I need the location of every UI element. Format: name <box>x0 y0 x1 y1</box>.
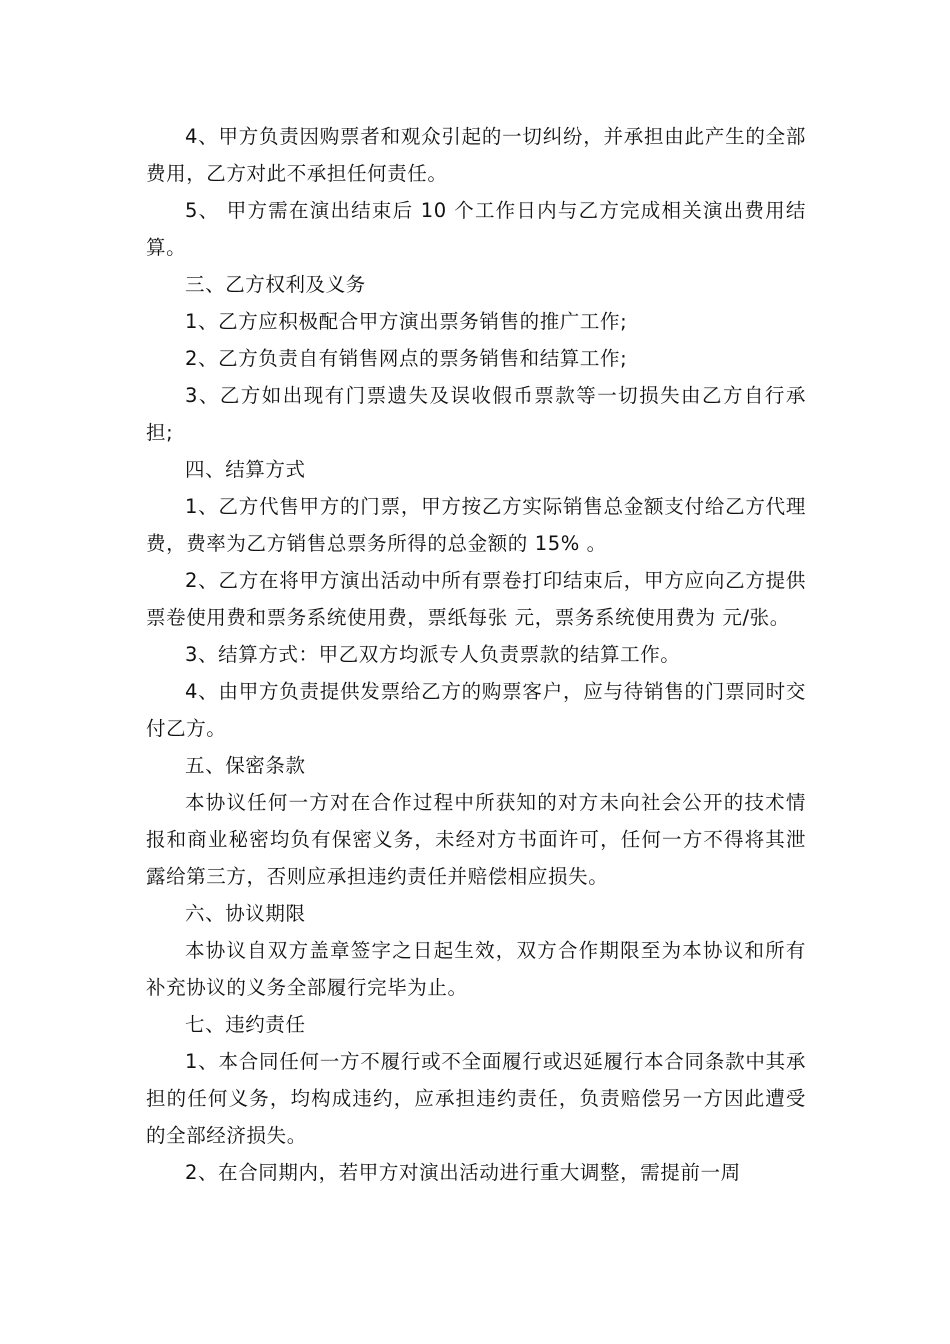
clause-party-b-losses: 3、乙方如出现有门票遗失及误收假币票款等一切损失由乙方自行承担; <box>146 384 806 444</box>
clause-term: 本协议自双方盖章签字之日起生效，双方合作期限至为本协议和所有补充协议的义务全部履行完毕为止。 <box>146 939 806 999</box>
clause-party-a-settlement: 5、 甲方需在演出结束后 10 个工作日内与乙方完成相关演出费用结算。 <box>146 199 806 259</box>
clause-major-adjustment: 2、在合同期内，若甲方对演出活动进行重大调整，需提前一周 <box>185 1161 741 1184</box>
clause-invoices: 4、由甲方负责提供发票给乙方的购票客户，应与待销售的门票同时交付乙方。 <box>146 680 806 740</box>
clause-party-b-promotion: 1、乙方应积极配合甲方演出票务销售的推广工作; <box>185 310 628 333</box>
clause-party-a-disputes: 4、甲方负责因购票者和观众引起的一切纠纷，并承担由此产生的全部费用，乙方对此不承担任何责任。 <box>146 125 806 185</box>
clause-breach-liability: 1、本合同任何一方不履行或不全面履行或迟延履行本合同条款中其承担的任何义务，均构成违约，应承担违约责任，负责赔偿另一方因此遭受的全部经济损失。 <box>146 1050 806 1147</box>
section-heading-confidentiality: 五、保密条款 <box>185 754 306 777</box>
document-body <box>146 118 806 1191</box>
section-heading-settlement: 四、结算方式 <box>185 458 306 481</box>
section-heading-breach: 七、违约责任 <box>185 1013 306 1036</box>
clause-settlement-method: 3、结算方式：甲乙双方均派专人负责票款的结算工作。 <box>185 643 681 666</box>
section-heading-term: 六、协议期限 <box>185 902 306 925</box>
clause-ticket-fees: 2、乙方在将甲方演出活动中所有票卷打印结束后，甲方应向乙方提供票卷使用费和票务系统使用费，票纸每张 元，票务系统使用费为 元/张。 <box>146 569 806 629</box>
section-heading-party-b-rights: 三、乙方权利及义务 <box>185 273 366 296</box>
clause-agency-fee: 1、乙方代售甲方的门票，甲方按乙方实际销售总金额支付给乙方代理费，费率为乙方销售总票务所得的总金额的 15% 。 <box>146 495 806 555</box>
clause-party-b-outlets: 2、乙方负责自有销售网点的票务销售和结算工作; <box>185 347 628 370</box>
clause-confidentiality: 本协议任何一方对在合作过程中所获知的对方未向社会公开的技术情报和商业秘密均负有保密义务，未经对方书面许可，任何一方不得将其泄露给第三方，否则应承担违约责任并赔偿相应损失。 <box>146 791 806 888</box>
